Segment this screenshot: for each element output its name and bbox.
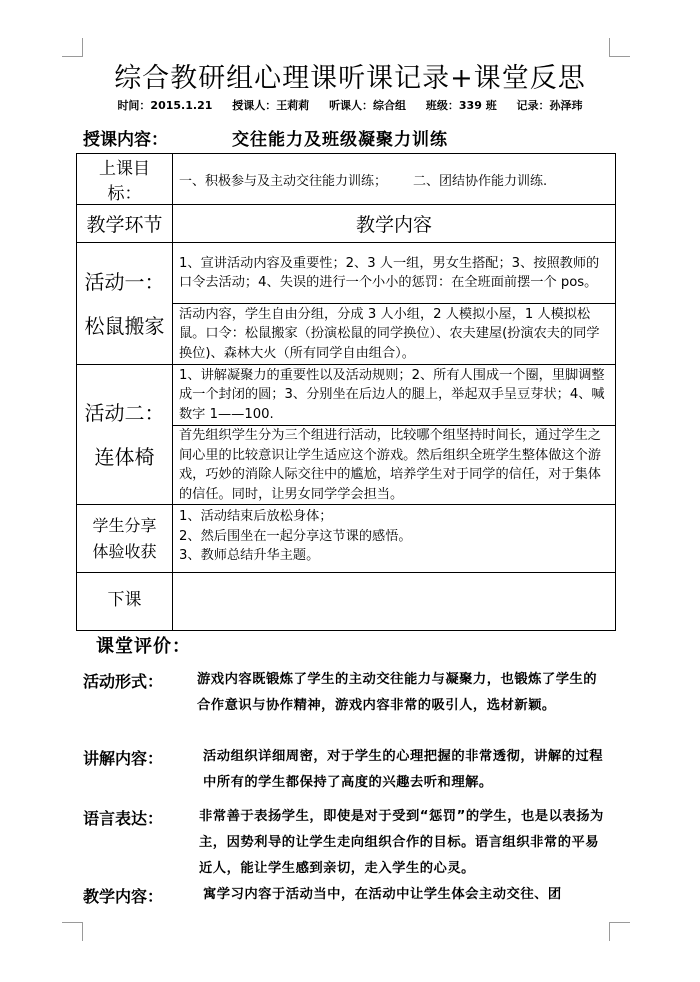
lesson-table [76, 153, 616, 631]
header-row [77, 205, 616, 243]
activity2-label [77, 365, 173, 505]
crop-mark-bottom-right [609, 922, 630, 941]
activity1-text-2: 活动内容，学生自由分组，分成 3 人小组，2 人模拟小屋，1 人模拟松鼠。口令：松鼠搬家（扮演松鼠的同学换位）、农夫建屋(扮演农夫的同学换位)、森林大火（所有同学自由组合）。 [173, 304, 616, 365]
explain-text: 活动组织详细周密，对于学生的心理把握的非常透彻，讲解的过程中所有的学生都保持了高度的兴趣去听和理解。 [203, 749, 604, 790]
document-title: 综合教研组心理课听课记录+课堂反思 [114, 63, 586, 94]
language-label: 语言表达： [83, 809, 164, 828]
activity2-label-line2: 连体椅 [94, 444, 155, 469]
form-label: 活动形式： [83, 672, 164, 691]
meta-teacher: 授课人：王莉莉 [232, 99, 310, 112]
share-line-1: 1、活动结束后放松身体； [179, 509, 333, 524]
meta-listener: 听课人：综合组 [329, 99, 407, 112]
share-row [77, 505, 616, 573]
header-left: 教学环节 [77, 205, 173, 243]
share-line-3: 3、教师总结升华主题。 [179, 548, 320, 563]
end-cell [173, 573, 616, 631]
topic-label: 授课内容： [83, 130, 168, 150]
share-cell [173, 505, 616, 573]
share-line-2: 2、然后围坐在一起分享这节课的感悟。 [179, 528, 412, 544]
activity1-row-1 [77, 243, 616, 304]
header-right: 教学内容 [173, 205, 616, 243]
form-text: 游戏内容既锻炼了学生的主动交往能力与凝聚力，也锻炼了学生的合作意识与协作精神，游戏内容非常的吸引人，选材新颖。 [197, 672, 598, 713]
crop-mark-top-left [62, 38, 83, 57]
end-row [77, 573, 616, 631]
content-label: 教学内容： [83, 887, 164, 906]
goal-2: 二、团结协作能力训练. [413, 173, 548, 189]
content-text: 寓学习内容于活动当中，在活动中让学生体会主动交往、团 [203, 887, 562, 902]
activity2-label-line1: 活动二： [84, 400, 165, 425]
meta-time: 时间：2015.1.21 [117, 99, 213, 112]
activity2-text-1: 1、讲解凝聚力的重要性以及活动规则；2、所有人围成一个圈，里脚调整成一个封闭的圆；3、分别坐在后边人的腿上，举起双手呈豆芽状；4、喊数字 1——100. [173, 365, 616, 426]
meta-line [0, 97, 700, 113]
activity1-label [77, 243, 173, 365]
topic-value: 交往能力及班级凝聚力训练 [232, 130, 448, 150]
goal-label: 上课目标： [77, 154, 173, 205]
share-label-line2: 体验收获 [92, 541, 157, 561]
goal-1: 一、积极参与及主动交往能力训练； [179, 173, 388, 189]
goal-cell [173, 154, 616, 205]
crop-mark-top-right [609, 38, 630, 57]
meta-class: 班级：339 班 [425, 99, 497, 112]
meta-recorder: 记录：孙泽玮 [516, 99, 583, 112]
activity2-text-2: 首先组织学生分为三个组进行活动，比较哪个组坚持时间长，通过学生之间心里的比较意识让学生适应这个游戏。然后组织全班学生整体做这个游戏，巧妙的消除人际交往中的尴尬，培养学生对于同学的信任，对于集体的信任。同时，让男女同学学会担当。 [173, 426, 616, 505]
explain-label: 讲解内容： [83, 749, 164, 768]
activity1-label-line2: 松鼠搬家 [84, 313, 165, 338]
evaluation-title: 课堂评价： [96, 636, 191, 657]
activity2-row-1 [77, 365, 616, 426]
activity1-text-1: 1、宣讲活动内容及重要性；2、3 人一组，男女生搭配；3、按照教师的口令去活动；4、失误的进行一个小小的惩罚：在全班面前摆一个 pos。 [173, 243, 616, 304]
activity1-label-line1: 活动一： [84, 269, 165, 294]
crop-mark-bottom-left [62, 922, 83, 941]
goal-row [77, 154, 616, 205]
end-label: 下课 [77, 573, 173, 631]
language-text: 非常善于表扬学生，即使是对于受到“惩罚”的学生，也是以表扬为主，因势利导的让学生走向组织合作的目标。语言组织非常的平易近人，能让学生感到亲切，走入学生的心灵。 [199, 809, 604, 876]
share-label [77, 505, 173, 573]
share-label-line1: 学生分享 [92, 515, 157, 535]
